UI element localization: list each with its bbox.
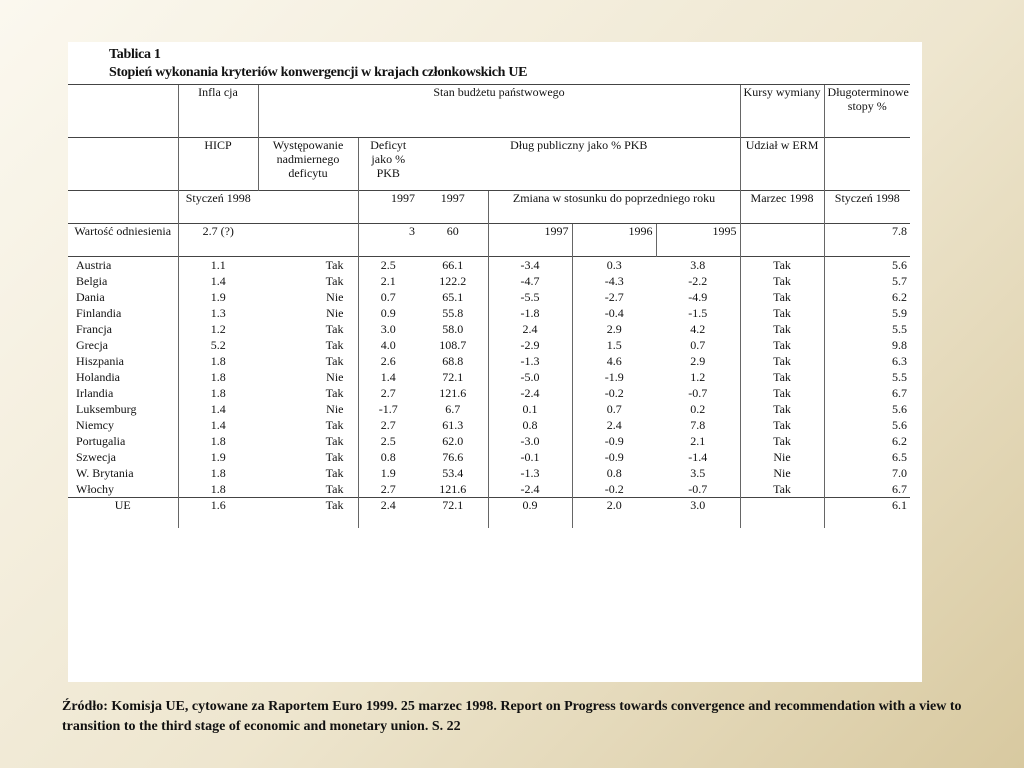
table-row — [68, 257, 910, 274]
row-change-1996: -2.7 — [572, 289, 656, 305]
row-country: Hiszpania — [76, 354, 124, 368]
row-excess-deficit: Nie — [326, 402, 344, 416]
row-excess-deficit: Tak — [325, 386, 344, 400]
row-rate: 6.2 — [824, 433, 910, 449]
header-row-2 — [68, 138, 910, 191]
row-change-1996: 2.4 — [572, 417, 656, 433]
reference-deficit: 3 — [358, 224, 418, 257]
row-debt: 121.6 — [439, 386, 467, 400]
row-rate: 5.5 — [824, 369, 910, 385]
row-change-1995: -0.7 — [688, 386, 708, 400]
row-change-1996: -0.2 — [572, 385, 656, 401]
row-hicp: 1.8 — [178, 369, 258, 385]
row-country: Francja — [76, 322, 112, 336]
table-caption: Stopień wykonania kryteriów konwergencji w krajach członkowskich UE — [109, 65, 528, 80]
row-debt: 108.7 — [439, 338, 467, 352]
row-hicp: 1.8 — [178, 465, 258, 481]
table-row — [68, 465, 910, 481]
reference-1997: 1997 — [488, 224, 572, 257]
row-rate: 5.6 — [824, 257, 910, 274]
table-number: Tablica 1 — [109, 47, 161, 62]
row-change-1996: 0.3 — [572, 257, 656, 274]
row-change-1995: 3.8 — [656, 257, 740, 274]
row-hicp: 1.4 — [178, 401, 258, 417]
row-country: Niemcy — [76, 418, 114, 432]
row-change-1995: 0.7 — [690, 338, 706, 352]
row-country: W. Brytania — [76, 466, 134, 480]
reference-hicp: 2.7 (?) — [178, 224, 258, 257]
row-country: Włochy — [76, 482, 114, 496]
reference-row — [68, 224, 910, 257]
source-note: Źródło: Komisja UE, cytowane za Raportem Euro 1999. 25 marzec 1998. Report on Progress towards convergence and recommendation with a view to transition to the third stage of economic and monetary union. S. 22 — [62, 699, 962, 734]
row-deficit: 2.7 — [358, 385, 418, 401]
row-change-1996: -4.3 — [572, 273, 656, 289]
row-erm: Tak — [740, 401, 824, 417]
reference-label: Wartość odniesienia — [68, 224, 178, 257]
row-hicp: 1.8 — [178, 385, 258, 401]
table-title — [109, 46, 527, 82]
row-erm: Tak — [740, 385, 824, 401]
row-erm: Tak — [740, 289, 824, 305]
row-debt: 58.0 — [442, 322, 464, 336]
row-country: Belgia — [76, 274, 108, 288]
row-change-1996: -0.2 — [572, 481, 656, 498]
row-erm: Tak — [740, 417, 824, 433]
row-change-1997: -2.4 — [488, 481, 572, 498]
row-change-1997: -5.0 — [488, 369, 572, 385]
row-hicp: 1.9 — [178, 289, 258, 305]
header-row-3 — [68, 191, 910, 224]
row-excess-deficit: Tak — [258, 257, 358, 274]
header-inflation: Infla cja — [178, 85, 258, 138]
table-row — [68, 369, 910, 385]
eu-hicp: 1.6 — [178, 498, 258, 529]
row-erm: Tak — [740, 321, 824, 337]
row-excess-deficit: Tak — [325, 482, 344, 496]
row-change-1997: -2.4 — [488, 385, 572, 401]
convergence-criteria-table — [68, 84, 910, 528]
row-deficit: 1.4 — [358, 369, 418, 385]
row-change-1996: 0.7 — [572, 401, 656, 417]
eu-debt: 72.1 — [418, 498, 488, 529]
row-country: Szwecja — [76, 450, 116, 464]
eu-rate: 6.1 — [824, 498, 910, 529]
row-country: Irlandia — [76, 386, 114, 400]
row-change-1995: 1.2 — [690, 370, 706, 384]
row-erm: Tak — [740, 369, 824, 385]
row-change-1997: 2.4 — [488, 321, 572, 337]
reference-rates: 7.8 — [824, 224, 910, 257]
table-row — [68, 401, 910, 417]
row-country: Austria — [68, 257, 178, 274]
row-deficit: 0.7 — [358, 289, 418, 305]
header-erm-date: Marzec 1998 — [740, 191, 824, 224]
header-rates-date: Styczeń 1998 — [824, 191, 910, 224]
row-rate: 6.5 — [824, 449, 910, 465]
eu-total-row — [68, 498, 910, 529]
row-change-1997: -1.3 — [488, 353, 572, 369]
eu-change-1997: 0.9 — [488, 498, 572, 529]
row-erm: Tak — [740, 273, 824, 289]
row-deficit: 1.9 — [358, 465, 418, 481]
table-row — [68, 321, 910, 337]
row-change-1997: -3.0 — [488, 433, 572, 449]
row-erm: Tak — [740, 337, 824, 353]
row-deficit: 0.9 — [358, 305, 418, 321]
row-rate: 9.8 — [824, 337, 910, 353]
table-row — [68, 385, 910, 401]
row-change-1997: -3.4 — [488, 257, 572, 274]
table-row — [68, 305, 910, 321]
row-hicp: 1.8 — [178, 353, 258, 369]
row-excess-deficit: Tak — [325, 466, 344, 480]
row-deficit: -1.7 — [358, 401, 418, 417]
row-change-1997: -1.3 — [488, 465, 572, 481]
header-erm: Udział w ERM — [740, 138, 824, 191]
row-country: Holandia — [76, 370, 120, 384]
row-debt: 61.3 — [442, 418, 464, 432]
eu-deficit: 2.4 — [358, 498, 418, 529]
row-excess-deficit: Tak — [325, 338, 344, 352]
row-excess-deficit: Nie — [326, 370, 344, 384]
row-erm: Tak — [740, 433, 824, 449]
row-erm: Nie — [740, 449, 824, 465]
row-debt: 65.1 — [442, 290, 464, 304]
row-change-1995: -4.9 — [688, 290, 708, 304]
row-hicp: 1.4 — [178, 417, 258, 433]
row-deficit: 0.8 — [358, 449, 418, 465]
header-exchange: Kursy wymiany — [740, 85, 824, 138]
row-debt: 72.1 — [442, 370, 464, 384]
row-debt: 122.2 — [439, 274, 467, 288]
row-change-1997: -4.7 — [488, 273, 572, 289]
row-debt: 76.6 — [442, 450, 464, 464]
row-change-1995: -0.7 — [688, 482, 708, 496]
header-deficit-year: 1997 — [358, 191, 418, 224]
table-row — [68, 337, 910, 353]
row-excess-deficit: Tak — [325, 354, 344, 368]
row-change-1996: -0.9 — [572, 433, 656, 449]
table-row — [68, 417, 910, 433]
row-excess-deficit: Tak — [325, 274, 344, 288]
row-rate: 6.7 — [824, 481, 910, 498]
row-country: Portugalia — [76, 434, 126, 448]
row-rate: 5.6 — [824, 417, 910, 433]
row-change-1997: -1.8 — [488, 305, 572, 321]
header-hicp: HICP — [178, 138, 258, 191]
row-deficit: 2.5 — [358, 433, 418, 449]
row-rate: 5.9 — [824, 305, 910, 321]
row-excess-deficit: Tak — [325, 450, 344, 464]
row-hicp: 1.3 — [178, 305, 258, 321]
row-change-1997: 0.1 — [488, 401, 572, 417]
row-hicp: 1.1 — [178, 257, 258, 274]
row-excess-deficit: Tak — [325, 434, 344, 448]
row-rate: 5.5 — [824, 321, 910, 337]
row-country: Finlandia — [76, 306, 122, 320]
row-change-1997: -2.9 — [488, 337, 572, 353]
row-change-1995: 3.5 — [690, 466, 706, 480]
table-row — [68, 433, 910, 449]
row-hicp: 1.4 — [178, 273, 258, 289]
header-debt-pct: Dług publiczny jako % PKB — [418, 138, 740, 191]
row-change-1995: 2.9 — [690, 354, 706, 368]
table-row — [68, 289, 910, 305]
row-hicp: 1.9 — [178, 449, 258, 465]
row-erm: Tak — [740, 353, 824, 369]
eu-change-1996: 2.0 — [572, 498, 656, 529]
row-erm: Tak — [740, 481, 824, 498]
row-debt: 121.6 — [439, 482, 467, 496]
reference-debt: 60 — [418, 224, 488, 257]
row-erm: Nie — [740, 465, 824, 481]
row-change-1995: 7.8 — [690, 418, 706, 432]
header-hicp-date: Styczeń 1998 — [178, 191, 258, 224]
row-hicp: 1.8 — [178, 433, 258, 449]
reference-1996: 1996 — [572, 224, 656, 257]
row-hicp: 1.8 — [178, 481, 258, 498]
row-erm: Tak — [740, 257, 824, 274]
row-hicp: 5.2 — [178, 337, 258, 353]
row-change-1996: 4.6 — [572, 353, 656, 369]
row-deficit: 2.1 — [358, 273, 418, 289]
country-rows — [68, 257, 910, 498]
row-deficit: 2.6 — [358, 353, 418, 369]
row-change-1996: -0.9 — [572, 449, 656, 465]
row-debt: 66.1 — [418, 257, 488, 274]
row-change-1996: -0.4 — [572, 305, 656, 321]
row-deficit: 2.5 — [358, 257, 418, 274]
reference-1995: 1995 — [656, 224, 740, 257]
scanned-table-page — [68, 42, 922, 682]
row-change-1996: 0.8 — [572, 465, 656, 481]
row-rate: 5.7 — [824, 273, 910, 289]
header-excess-deficit: Występowanie nadmiernego deficytu — [258, 138, 358, 191]
row-rate: 7.0 — [824, 465, 910, 481]
row-country: Grecja — [76, 338, 108, 352]
row-deficit: 2.7 — [358, 417, 418, 433]
row-erm: Tak — [740, 305, 824, 321]
row-change-1997: 0.8 — [488, 417, 572, 433]
row-rate: 5.6 — [824, 401, 910, 417]
row-change-1996: -1.9 — [572, 369, 656, 385]
row-rate: 6.3 — [824, 353, 910, 369]
row-debt: 55.8 — [442, 306, 464, 320]
row-change-1996: 2.9 — [572, 321, 656, 337]
row-change-1995: 2.1 — [690, 434, 706, 448]
header-change: Zmiana w stosunku do poprzedniego roku — [488, 191, 740, 224]
row-hicp: 1.2 — [178, 321, 258, 337]
header-row-1 — [68, 85, 910, 138]
row-change-1997: -0.1 — [488, 449, 572, 465]
row-rate: 6.7 — [824, 385, 910, 401]
row-country: Luksemburg — [76, 402, 137, 416]
eu-change-1995: 3.0 — [656, 498, 740, 529]
row-deficit: 2.7 — [358, 481, 418, 498]
row-excess-deficit: Nie — [326, 306, 344, 320]
row-rate: 6.2 — [824, 289, 910, 305]
row-change-1997: -5.5 — [488, 289, 572, 305]
row-excess-deficit: Tak — [325, 322, 344, 336]
row-debt: 6.7 — [445, 402, 461, 416]
row-debt: 62.0 — [442, 434, 464, 448]
row-country: Dania — [76, 290, 105, 304]
table-row — [68, 353, 910, 369]
row-excess-deficit: Nie — [326, 290, 344, 304]
row-change-1996: 1.5 — [572, 337, 656, 353]
eu-erm — [740, 498, 824, 529]
row-change-1995: 0.2 — [690, 402, 706, 416]
row-change-1995: -2.2 — [688, 274, 708, 288]
eu-country: UE — [68, 498, 178, 529]
header-deficit-pct: Deficyt jako % PKB — [358, 138, 418, 191]
eu-excess: Tak — [258, 498, 358, 529]
row-change-1995: -1.5 — [688, 306, 708, 320]
row-change-1995: -1.4 — [688, 450, 708, 464]
row-excess-deficit: Tak — [325, 418, 344, 432]
row-deficit: 3.0 — [358, 321, 418, 337]
table-row — [68, 449, 910, 465]
row-debt: 68.8 — [442, 354, 464, 368]
row-debt: 53.4 — [442, 466, 464, 480]
row-deficit: 4.0 — [358, 337, 418, 353]
header-long-rates: Długoterminowe stopy % — [824, 85, 910, 138]
row-change-1995: 4.2 — [690, 322, 706, 336]
table-row — [68, 481, 910, 498]
table-row — [68, 273, 910, 289]
header-debt-year: 1997 — [418, 191, 488, 224]
header-budget: Stan budżetu państwowego — [258, 85, 740, 138]
